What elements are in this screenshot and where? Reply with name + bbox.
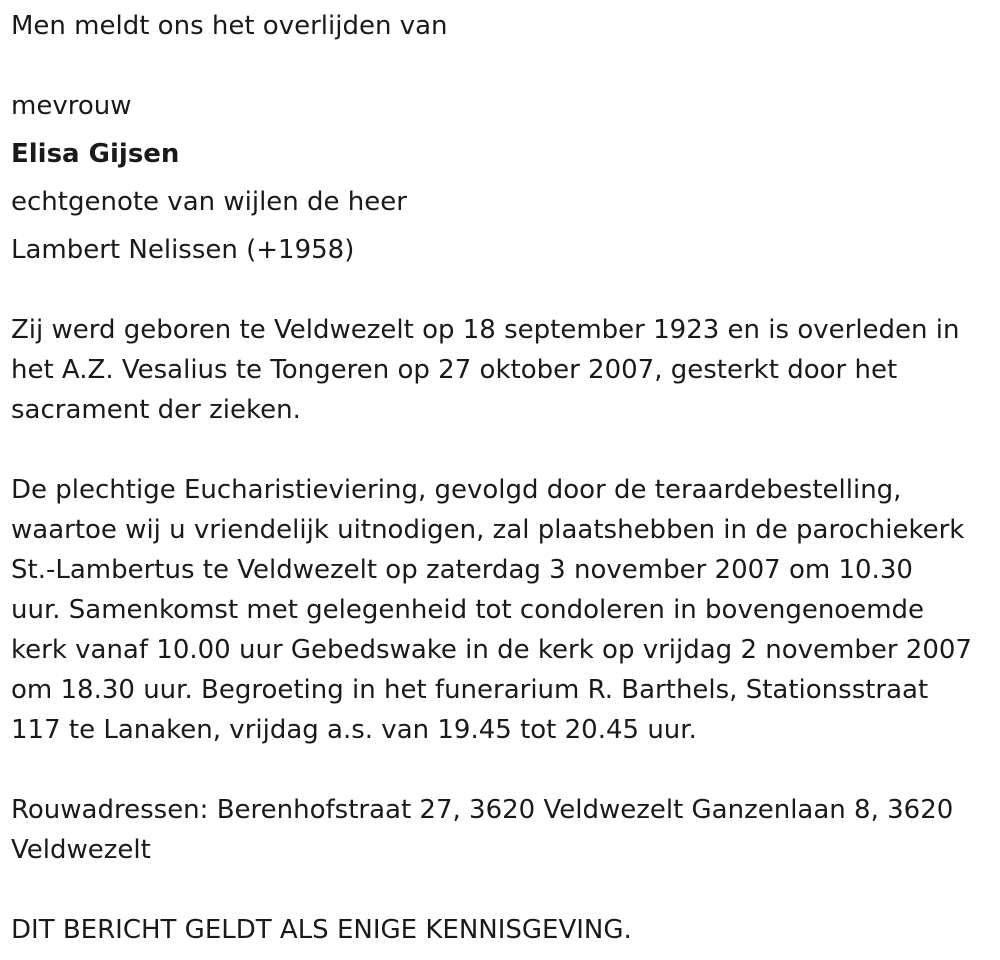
paragraph-line: 117 te Lanaken, vrijdag a.s. van 19.45 tot 20.45 uur. bbox=[11, 715, 697, 745]
spouse-line-2: Lambert Nelissen (+1958) bbox=[11, 235, 355, 265]
paragraph-line: Veldwezelt bbox=[11, 835, 151, 865]
paragraph-line: kerk vanaf 10.00 uur Gebedswake in de kerk op vrijdag 2 november 2007 bbox=[11, 635, 972, 665]
paragraph-line: sacrament der zieken. bbox=[11, 395, 301, 425]
closing-statement: DIT BERICHT GELDT ALS ENIGE KENNISGEVING. bbox=[11, 915, 632, 945]
paragraph-line: uur. Samenkomst met gelegenheid tot condoleren in bovengenoemde bbox=[11, 595, 925, 625]
paragraph-line: Zij werd geboren te Veldwezelt op 18 september 1923 en is overleden in bbox=[11, 315, 960, 345]
paragraph-line: het A.Z. Vesalius te Tongeren op 27 oktober 2007, gesterkt door het bbox=[11, 355, 898, 385]
paragraph-line: om 18.30 uur. Begroeting in het funerarium R. Barthels, Stationsstraat bbox=[11, 675, 929, 705]
spouse-line-1: echtgenote van wijlen de heer bbox=[11, 187, 407, 217]
paragraph-line: St.-Lambertus te Veldwezelt op zaterdag 3 november 2007 om 10.30 bbox=[11, 555, 913, 585]
deceased-name: Elisa Gijsen bbox=[11, 139, 180, 169]
address-paragraph bbox=[11, 790, 996, 870]
funeral-paragraph bbox=[11, 470, 996, 750]
intro-text: Men meldt ons het overlijden van bbox=[11, 11, 448, 41]
honorific: mevrouw bbox=[11, 91, 132, 121]
birth-paragraph bbox=[11, 310, 996, 430]
paragraph-line: waartoe wij u vriendelijk uitnodigen, zal plaatshebben in de parochiekerk bbox=[11, 515, 965, 545]
paragraph-line: Rouwadressen: Berenhofstraat 27, 3620 Veldwezelt Ganzenlaan 8, 3620 bbox=[11, 795, 954, 825]
paragraph-line: De plechtige Eucharistieviering, gevolgd door de teraardebestelling, bbox=[11, 475, 902, 505]
